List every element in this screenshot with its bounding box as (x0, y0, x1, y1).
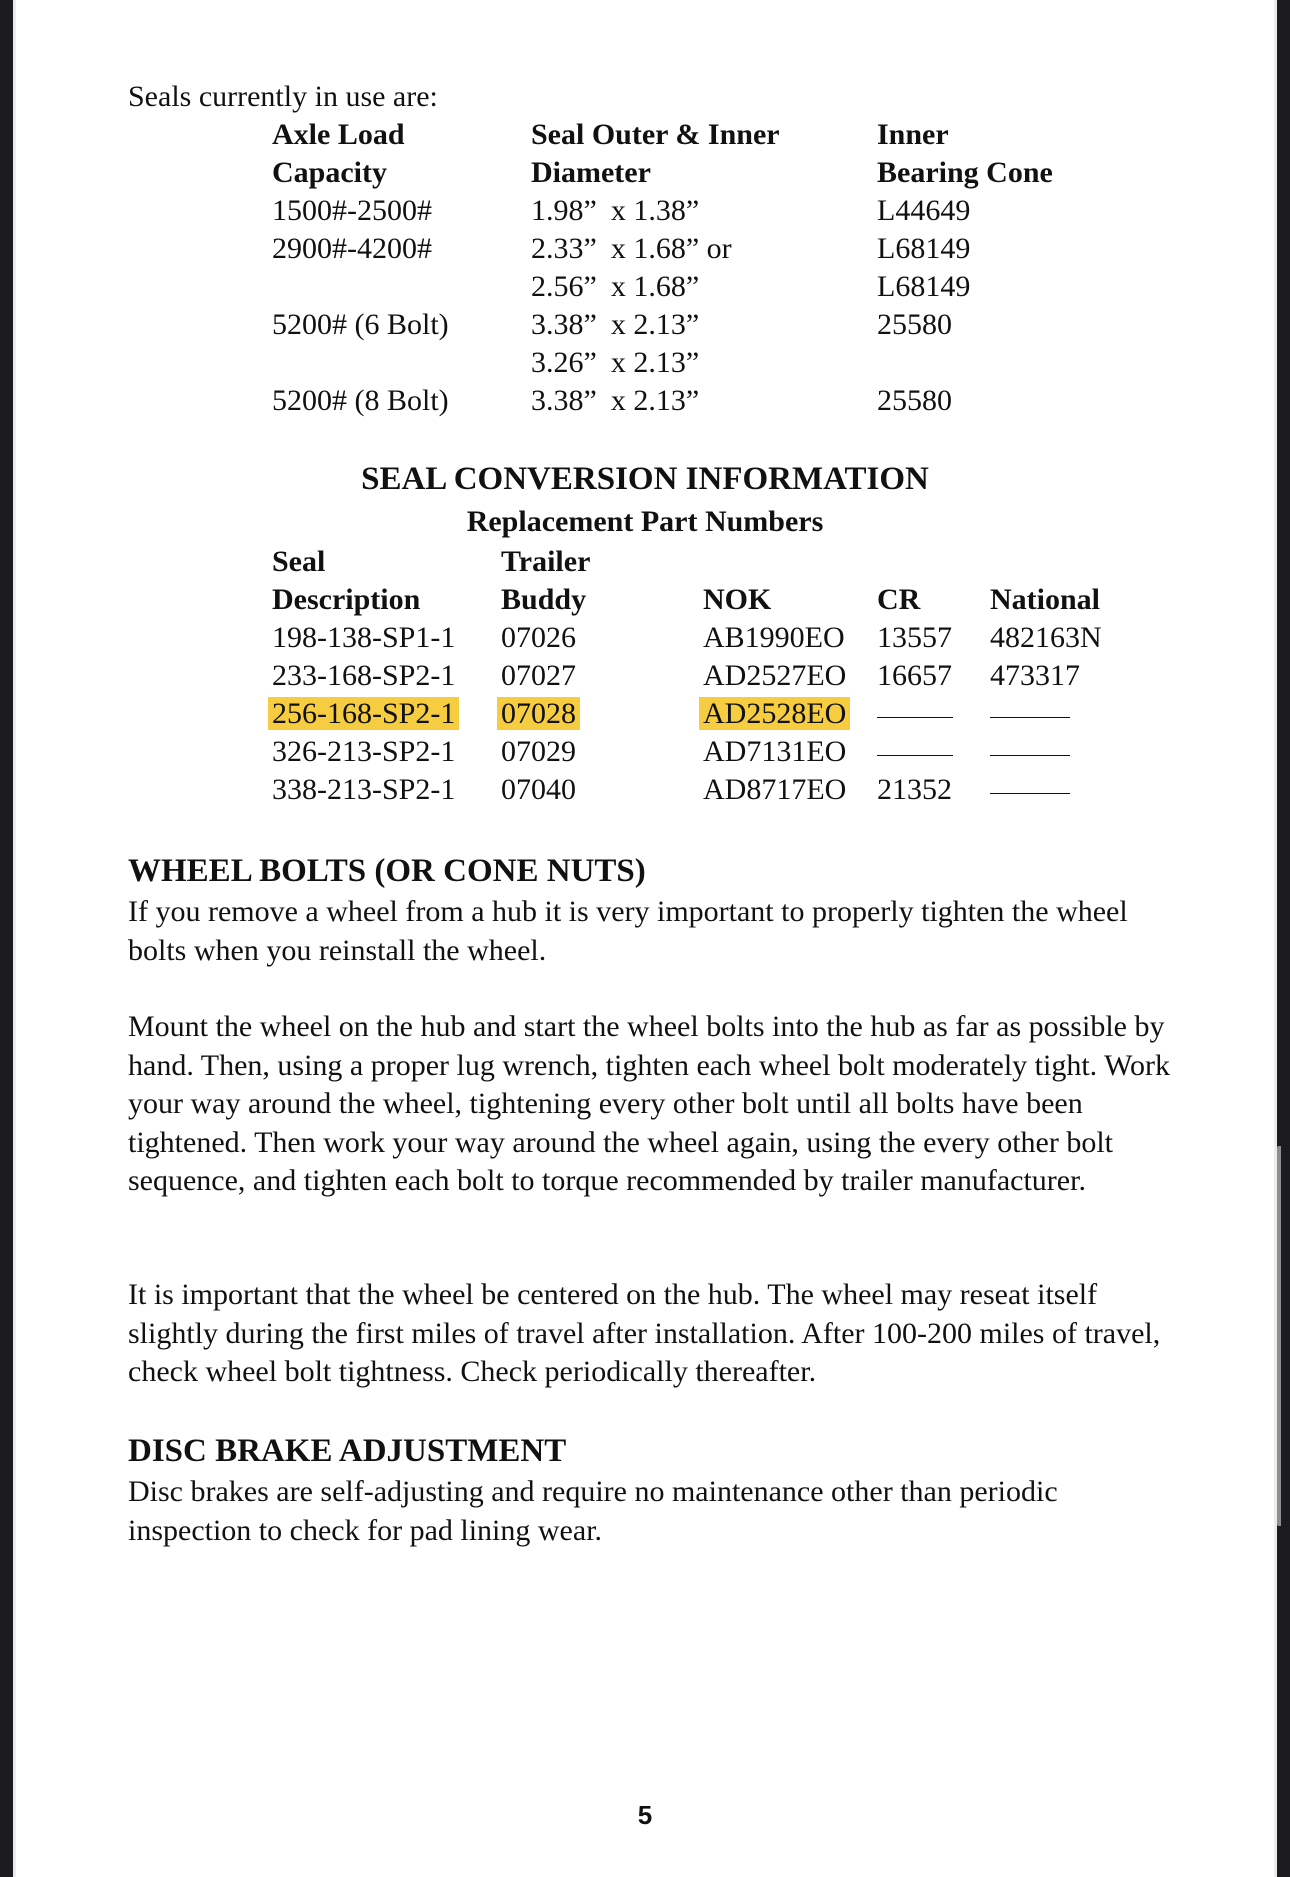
seals-cell-cone: L68149 (877, 232, 971, 265)
conv-cell-description-highlighted (272, 695, 459, 733)
seals-header-diameter-2: Diameter (531, 156, 651, 189)
intro-text: Seals currently in use are: (128, 80, 438, 113)
seals-header-cone-2: Bearing Cone (877, 156, 1053, 189)
empty-dash (877, 717, 953, 718)
wheel-bolts-paragraph-1: If you remove a wheel from a hub it is very important to properly tighten the wheel bolts when you reinstall the wheel. (128, 895, 1128, 967)
conv-cell-cr-empty (877, 733, 953, 771)
conv-cell-description: 326-213-SP2-1 (272, 735, 456, 768)
seals-cell-cone: 25580 (877, 308, 952, 341)
conv-cell-national-empty (990, 695, 1070, 733)
outer-diameter: 3.26” (531, 346, 597, 379)
empty-dash (990, 793, 1070, 794)
outer-diameter: 1.98” (531, 194, 597, 227)
conversion-subtitle: Replacement Part Numbers (466, 505, 824, 538)
inner-diameter: x 2.13” (610, 346, 700, 379)
disc-brake-heading: DISC BRAKE ADJUSTMENT (128, 1433, 567, 1469)
vertical-scrollbar[interactable] (1277, 1146, 1281, 1526)
highlight: AD2528EO (699, 697, 850, 730)
seals-cell-capacity: 5200# (6 Bolt) (272, 308, 449, 341)
seals-cell-diameter (531, 230, 732, 268)
inner-diameter: x 1.68” (610, 270, 700, 303)
conv-header-national: National (990, 583, 1101, 616)
wheel-bolts-paragraph-3: It is important that the wheel be centered on the hub. The wheel may reseat itself slightly during the first miles of travel after installation. After 100-200 miles of travel, check wheel bolt tightness. Check periodically thereafter. (128, 1278, 1161, 1388)
conv-cell-nok: AD2527EO (703, 659, 847, 692)
conv-header-description: Description (272, 583, 421, 616)
seals-cell-capacity: 1500#-2500# (272, 194, 432, 227)
conv-header-seal-1: Seal (272, 545, 326, 578)
seals-header-capacity-1: Axle Load (272, 118, 405, 151)
seals-cell-diameter (531, 268, 699, 306)
seals-cell-cone: 25580 (877, 384, 952, 417)
conversion-title: SEAL CONVERSION INFORMATION (361, 461, 929, 497)
seals-cell-diameter (531, 306, 699, 344)
outer-diameter: 3.38” (531, 384, 597, 417)
seals-header-capacity-2: Capacity (272, 156, 387, 189)
seals-cell-diameter (531, 192, 699, 230)
seals-cell-capacity: 5200# (8 Bolt) (272, 384, 449, 417)
conv-cell-national-empty (990, 733, 1070, 771)
conv-cell-description: 198-138-SP1-1 (272, 621, 456, 654)
seals-cell-cone: L68149 (877, 270, 971, 303)
document-page (13, 0, 1277, 1877)
wheel-bolts-paragraph-2: Mount the wheel on the hub and start the wheel bolts into the hub as far as possible by hand. Then, using a proper lug wrench, tighten each wheel bolt moderately tight. Work your way around the wheel, tightening every other bolt until all bolts have been tightened. Then work your way around the wheel again, using the every other bolt sequence, and tighten each bolt to torque recommended by trailer manufacturer. (128, 1010, 1171, 1197)
conv-cell-national: 473317 (990, 659, 1080, 692)
empty-dash (877, 755, 953, 756)
conv-cell-description: 233-168-SP2-1 (272, 659, 456, 692)
conv-cell-trailer-buddy: 07040 (501, 773, 576, 806)
seals-cell-diameter (531, 344, 699, 382)
inner-diameter: x 2.13” (610, 308, 700, 341)
outer-diameter: 3.38” (531, 308, 597, 341)
inner-diameter: x 1.38” (610, 194, 700, 227)
inner-diameter: x 1.68” (610, 232, 700, 265)
conv-cell-nok: AB1990EO (703, 621, 845, 654)
outer-diameter: 2.56” (531, 270, 597, 303)
disc-brake-paragraph: Disc brakes are self-adjusting and require no maintenance other than periodic inspection to check for pad lining wear. (128, 1475, 1058, 1547)
conv-cell-nok-highlighted (703, 695, 850, 733)
conv-cell-nok: AD7131EO (703, 735, 847, 768)
diameter-suffix: or (699, 232, 732, 265)
page-edge-right (1274, 0, 1277, 1877)
empty-dash (990, 755, 1070, 756)
wheel-bolts-heading: WHEEL BOLTS (OR CONE NUTS) (128, 853, 646, 889)
conv-cell-trailer-buddy: 07026 (501, 621, 576, 654)
seals-cell-diameter (531, 382, 699, 420)
empty-dash (990, 717, 1070, 718)
conv-cell-nok: AD8717EO (703, 773, 847, 806)
conv-header-cr: CR (877, 583, 921, 616)
seals-cell-capacity: 2900#-4200# (272, 232, 432, 265)
conv-cell-national: 482163N (990, 621, 1102, 654)
conv-cell-cr: 21352 (877, 773, 952, 806)
seals-header-diameter-1: Seal Outer & Inner (531, 118, 780, 151)
highlight: 256-168-SP2-1 (268, 697, 459, 730)
conv-cell-trailer-buddy: 07027 (501, 659, 576, 692)
conv-cell-cr: 16657 (877, 659, 952, 692)
conv-header-trailer-1: Trailer (501, 545, 591, 578)
seals-header-cone-1: Inner (877, 118, 949, 151)
page-edge-left (13, 0, 16, 1877)
outer-diameter: 2.33” (531, 232, 597, 265)
conv-cell-national-empty (990, 771, 1070, 809)
inner-diameter: x 2.13” (610, 384, 700, 417)
conv-cell-description: 338-213-SP2-1 (272, 773, 456, 806)
conv-cell-trailer-buddy: 07029 (501, 735, 576, 768)
conv-cell-trailer-buddy-highlighted (501, 695, 580, 733)
conv-header-nok: NOK (703, 583, 772, 616)
conv-cell-cr-empty (877, 695, 953, 733)
conv-header-buddy: Buddy (501, 583, 587, 616)
conv-cell-cr: 13557 (877, 621, 952, 654)
seals-cell-cone: L44649 (877, 194, 971, 227)
highlight: 07028 (497, 697, 580, 730)
page-number: 5 (637, 1800, 653, 1830)
